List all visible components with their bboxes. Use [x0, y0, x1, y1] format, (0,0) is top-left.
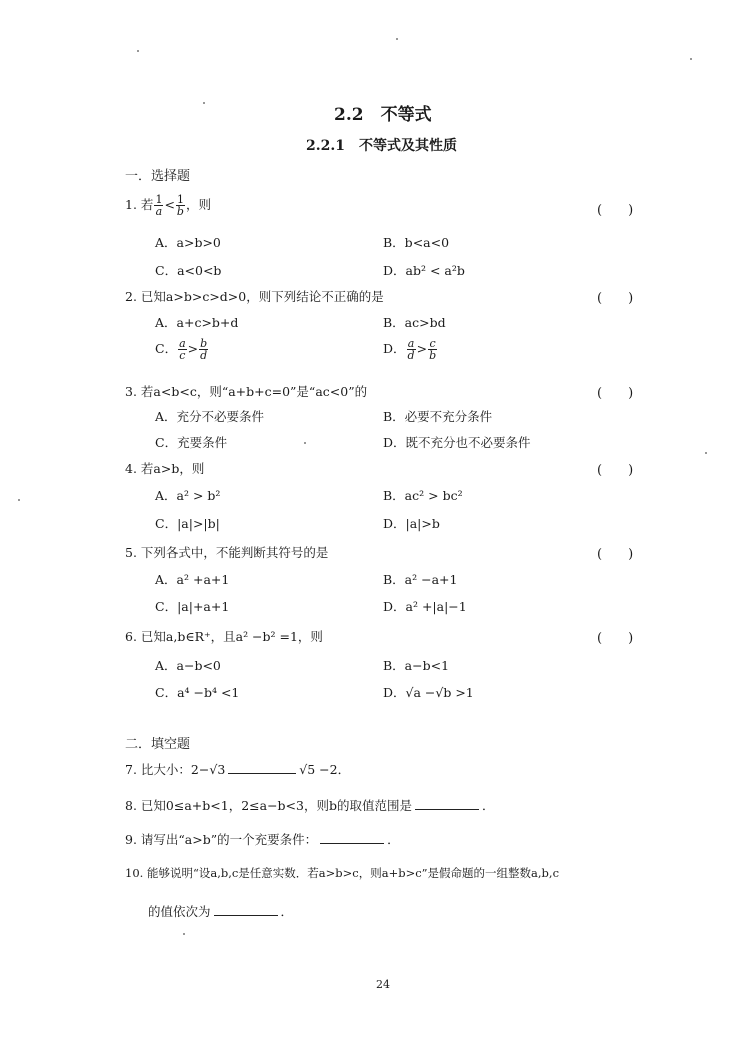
option-d: D．既不充分也不必要条件	[383, 435, 531, 450]
fraction-numerator: a	[179, 337, 186, 350]
scan-speck	[18, 499, 20, 501]
option-d: D．a² +|a|−1	[383, 599, 467, 614]
fraction-numerator: 1	[155, 193, 163, 206]
question-number: 8.	[125, 798, 137, 813]
option-c: C．a⁴ −b⁴ <1	[155, 685, 240, 700]
question-stem-suffix: ．	[280, 904, 294, 919]
question-stem: 已知a,b∈R⁺，且a² −b² =1，则	[140, 629, 323, 644]
fill-question-7	[125, 760, 350, 778]
operator: >	[416, 341, 428, 356]
page-title: 2.2 不等式	[334, 105, 432, 125]
fraction-denominator: d	[407, 349, 415, 362]
answer-paren: ( )	[597, 547, 634, 562]
option-d: D．|a|>b	[383, 516, 440, 531]
fraction-numerator: b	[200, 337, 208, 350]
option-b: B．ac>bd	[383, 315, 446, 330]
question-stem: 已知a>b>c>d>0，则下列结论不正确的是	[140, 289, 384, 304]
question-stem: 若a<b<c，则“a+b+c=0”是“ac<0”的	[140, 384, 368, 399]
scan-speck	[304, 442, 306, 444]
fraction	[178, 338, 187, 361]
option-a: A．a² > b²	[155, 488, 221, 503]
operator: >	[187, 341, 199, 356]
fill-question-8	[125, 796, 495, 814]
question-stem: 的值依次为	[148, 904, 211, 919]
scan-speck	[183, 933, 185, 935]
question-number: 2.	[125, 289, 137, 304]
answer-blank[interactable]	[214, 904, 278, 916]
fraction-denominator: d	[200, 349, 208, 362]
option-label: C．	[155, 341, 178, 356]
question-stem: 已知0≤a+b<1，2≤a−b<3，则b的取值范围是	[140, 798, 412, 813]
scan-speck	[203, 102, 205, 104]
question-stem-suffix: ，则	[185, 197, 211, 212]
option-d: D．ab² < a²b	[383, 263, 465, 278]
question-number: 9.	[125, 832, 137, 847]
option-b: B．a² −a+1	[383, 572, 458, 587]
fill-question-10	[125, 865, 559, 881]
answer-paren: ( )	[597, 631, 634, 646]
section-label-choice: 一．选择题	[125, 169, 191, 184]
question-stem: 若	[140, 197, 154, 212]
option-b: B．必要不充分条件	[383, 409, 493, 424]
question-1	[125, 194, 211, 217]
question-stem-suffix: √5 −2．	[299, 762, 351, 777]
option-c: C．a<0<b	[155, 263, 222, 278]
answer-blank[interactable]	[320, 832, 384, 844]
question-stem-suffix: ．	[387, 832, 400, 847]
question-6	[125, 627, 323, 645]
fraction-numerator: 1	[176, 193, 184, 206]
option-a: A．充分不必要条件	[155, 409, 265, 424]
question-number: 3.	[125, 384, 137, 399]
fraction-denominator: c	[179, 349, 186, 362]
question-number: 6.	[125, 629, 137, 644]
fraction-denominator: b	[176, 205, 184, 218]
option-b: B．ac² > bc²	[383, 488, 463, 503]
question-stem: 能够说明“设a,b,c是任意实数．若a>b>c，则a+b>c”是假命题的一组整数a,b,c	[146, 866, 560, 880]
option-c: C．|a|>|b|	[155, 516, 220, 531]
question-4	[125, 459, 204, 477]
option-a: A．a−b<0	[155, 658, 221, 673]
page-number: 24	[376, 978, 390, 991]
fraction-numerator: c	[429, 337, 436, 350]
option-label: D．	[383, 341, 406, 356]
fill-question-10-line2	[148, 902, 293, 920]
option-b: B．a−b<1	[383, 658, 450, 673]
question-3	[125, 382, 367, 400]
question-5	[125, 543, 328, 561]
fraction-denominator: b	[429, 349, 437, 362]
option-a: A．a>b>0	[155, 235, 221, 250]
section-subtitle: 2.2.1 不等式及其性质	[306, 138, 457, 154]
question-stem-suffix: ．	[482, 798, 495, 813]
question-stem: 比大小：2−√3	[140, 762, 226, 777]
option-a: A．a+c>b+d	[155, 315, 239, 330]
answer-blank[interactable]	[415, 798, 479, 810]
fraction	[428, 338, 437, 361]
option-c: C．|a|+a+1	[155, 599, 230, 614]
answer-paren: ( )	[597, 291, 634, 306]
scan-speck	[396, 38, 398, 40]
fraction	[199, 338, 208, 361]
answer-paren: ( )	[597, 203, 634, 218]
operator: <	[164, 197, 175, 212]
fraction	[176, 194, 185, 217]
question-stem: 下列各式中，不能判断其符号的是	[140, 545, 329, 560]
question-number: 10.	[125, 866, 144, 880]
question-number: 5.	[125, 545, 137, 560]
fraction-denominator: a	[155, 205, 163, 218]
answer-blank[interactable]	[228, 762, 296, 774]
option-d: D．√a −√b >1	[383, 685, 474, 700]
question-number: 1.	[125, 197, 137, 212]
fraction	[154, 194, 163, 217]
scan-speck	[705, 452, 707, 454]
option-c: C．充要条件	[155, 435, 228, 450]
question-number: 7.	[125, 762, 137, 777]
fill-question-9	[125, 830, 400, 848]
scan-speck	[690, 58, 692, 60]
question-stem: 请写出“a>b”的一个充要条件：	[140, 832, 318, 847]
option-c	[155, 338, 209, 361]
question-stem: 若a>b，则	[140, 461, 205, 476]
section-label-fill: 二．填空题	[125, 737, 191, 752]
scan-speck	[137, 50, 139, 52]
option-b: B．b<a<0	[383, 235, 450, 250]
answer-paren: ( )	[597, 386, 634, 401]
fraction	[407, 338, 416, 361]
question-number: 4.	[125, 461, 137, 476]
answer-paren: ( )	[597, 463, 634, 478]
question-2	[125, 287, 384, 305]
fraction-numerator: a	[407, 337, 415, 350]
option-a: A．a² +a+1	[155, 572, 230, 587]
option-d	[383, 338, 438, 361]
